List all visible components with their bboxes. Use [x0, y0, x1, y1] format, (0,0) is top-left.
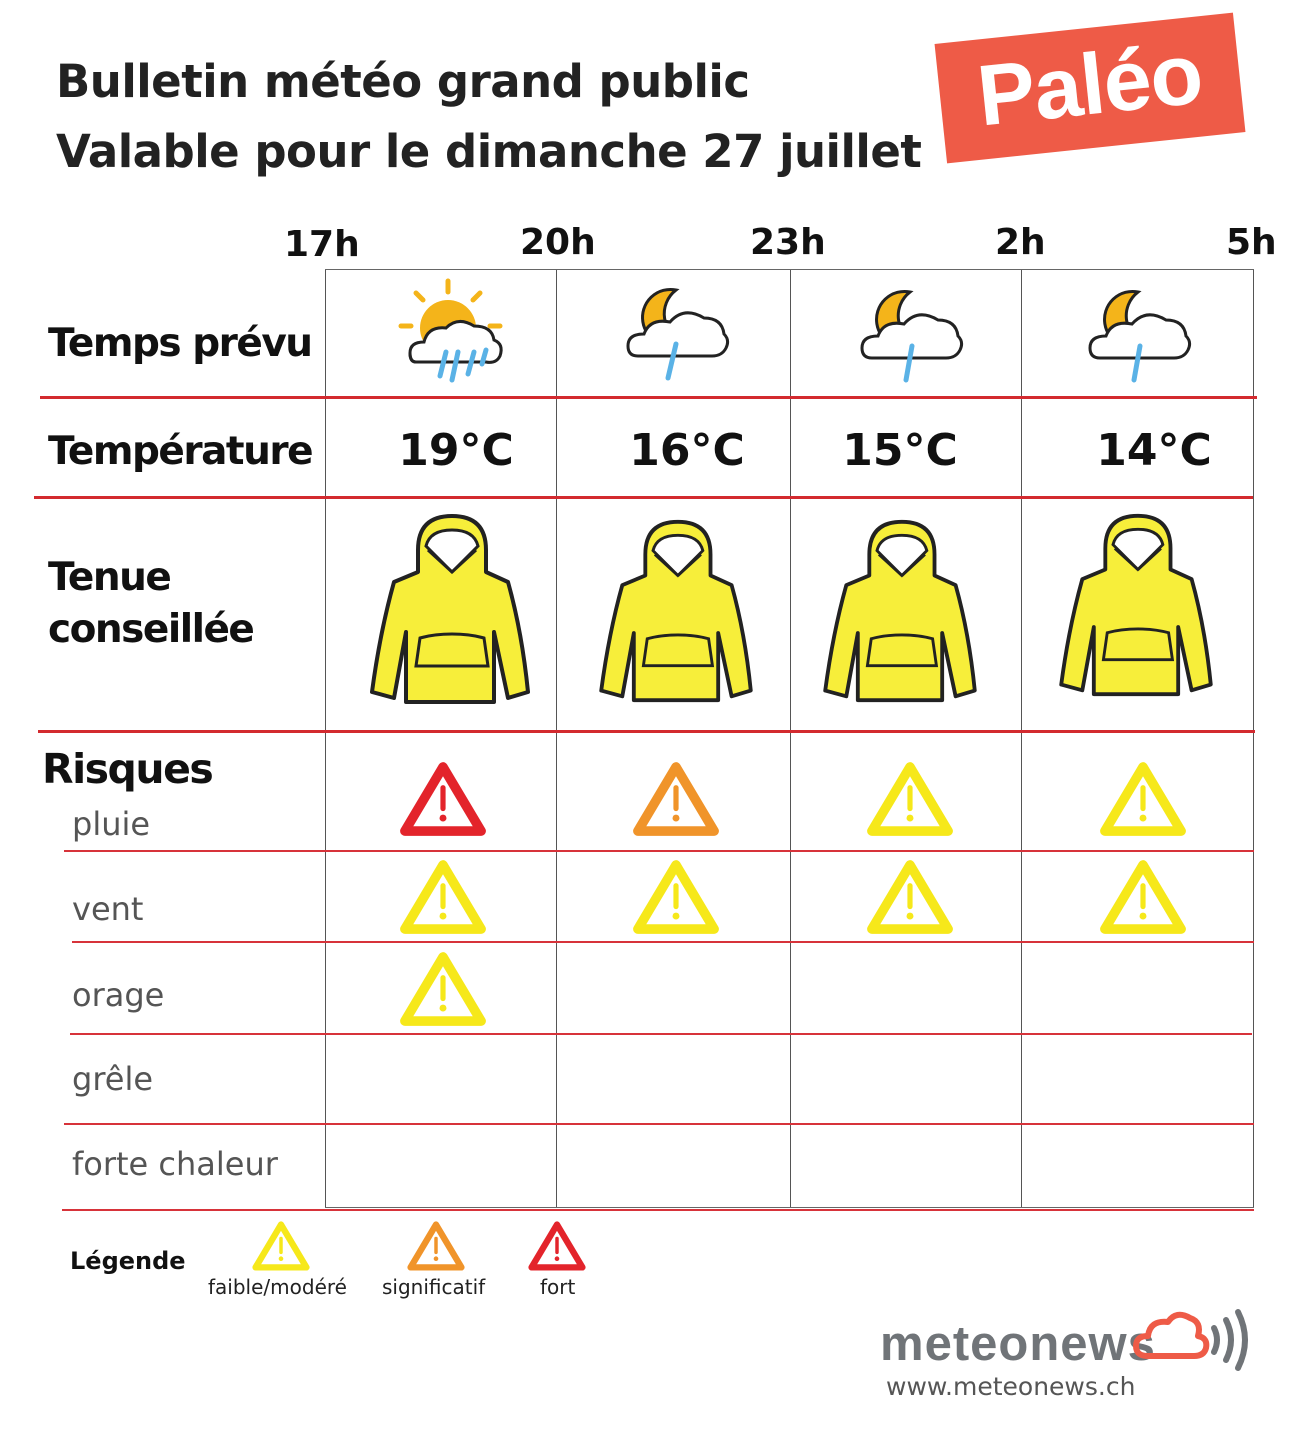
grid-vline: [1021, 269, 1022, 1207]
yellow-rain-jacket-icon: [596, 518, 756, 704]
warning-triangle-icon: [399, 858, 487, 936]
legend-title: Légende: [70, 1247, 186, 1275]
time-label-17h: 17h: [284, 224, 360, 265]
warning-triangle-icon: [866, 760, 954, 838]
paleo-logo: [935, 13, 1246, 164]
legend-label-low: faible/modéré: [208, 1275, 347, 1299]
row-divider: [40, 396, 1257, 399]
grid-vline: [1253, 269, 1254, 1207]
warning-triangle-icon: [632, 858, 720, 936]
legend-warning-triangle-icon: [528, 1220, 586, 1272]
time-label-2h: 2h: [995, 222, 1046, 263]
row-label-weather: Temps prévu: [48, 321, 312, 366]
moon-cloud-rain-icon: [1086, 286, 1192, 386]
cloud-signal-icon: [1134, 1308, 1250, 1372]
grid-bottom-border: [325, 1207, 1254, 1208]
grid-vline: [325, 269, 326, 1207]
risk-label-wind: vent: [72, 890, 144, 928]
temperature-17h: 19°C: [398, 425, 514, 476]
legend-label-significant: significatif: [382, 1275, 486, 1299]
warning-triangle-icon: [399, 760, 487, 838]
warning-triangle-icon: [1099, 858, 1187, 936]
warning-triangle-icon: [632, 760, 720, 838]
risk-divider: [62, 1209, 1254, 1211]
row-divider: [38, 730, 1255, 733]
temperature-2h: 14°C: [1096, 425, 1212, 476]
warning-triangle-icon: [866, 858, 954, 936]
risk-divider: [70, 1033, 1252, 1035]
risk-label-hail: grêle: [72, 1060, 154, 1098]
row-label-outfit-2: conseillée: [48, 607, 254, 652]
time-label-23h: 23h: [750, 222, 826, 263]
meteonews-url: www.meteonews.ch: [886, 1372, 1136, 1401]
sun-cloud-heavy-rain-icon: [396, 278, 508, 382]
risk-label-thunderstorm: orage: [72, 976, 165, 1014]
temperature-20h: 16°C: [629, 425, 745, 476]
bulletin-date: Valable pour le dimanche 27 juillet: [56, 125, 922, 178]
time-label-20h: 20h: [520, 222, 596, 263]
moon-cloud-rain-icon: [858, 286, 964, 386]
risk-divider: [72, 941, 1254, 943]
row-label-outfit: Tenue: [48, 555, 171, 600]
risk-label-heat: forte chaleur: [72, 1145, 278, 1183]
time-label-5h: 5h: [1226, 222, 1277, 263]
meteonews-brand: meteonews: [880, 1317, 1156, 1371]
grid-vline: [556, 269, 557, 1207]
grid-vline: [790, 269, 791, 1207]
yellow-rain-jacket-icon: [820, 518, 980, 704]
yellow-rain-jacket-icon: [370, 512, 530, 706]
yellow-rain-jacket-icon: [1056, 512, 1216, 698]
legend-warning-triangle-icon: [407, 1220, 465, 1272]
temperature-23h: 15°C: [842, 425, 958, 476]
moon-cloud-rain-icon: [624, 284, 730, 384]
row-label-risks: Risques: [42, 745, 213, 793]
legend-label-strong: fort: [540, 1275, 576, 1299]
bulletin-title: Bulletin météo grand public: [56, 55, 750, 108]
risk-divider: [64, 850, 1254, 852]
warning-triangle-icon: [1099, 760, 1187, 838]
legend-warning-triangle-icon: [252, 1220, 310, 1272]
risk-divider: [64, 1123, 1254, 1125]
warning-triangle-icon: [399, 950, 487, 1028]
row-label-temperature: Température: [48, 429, 313, 474]
paleo-logo-text: Paléo: [973, 25, 1207, 145]
grid-top-border: [325, 269, 1254, 270]
risk-label-rain: pluie: [72, 805, 151, 843]
row-divider: [34, 496, 1253, 499]
